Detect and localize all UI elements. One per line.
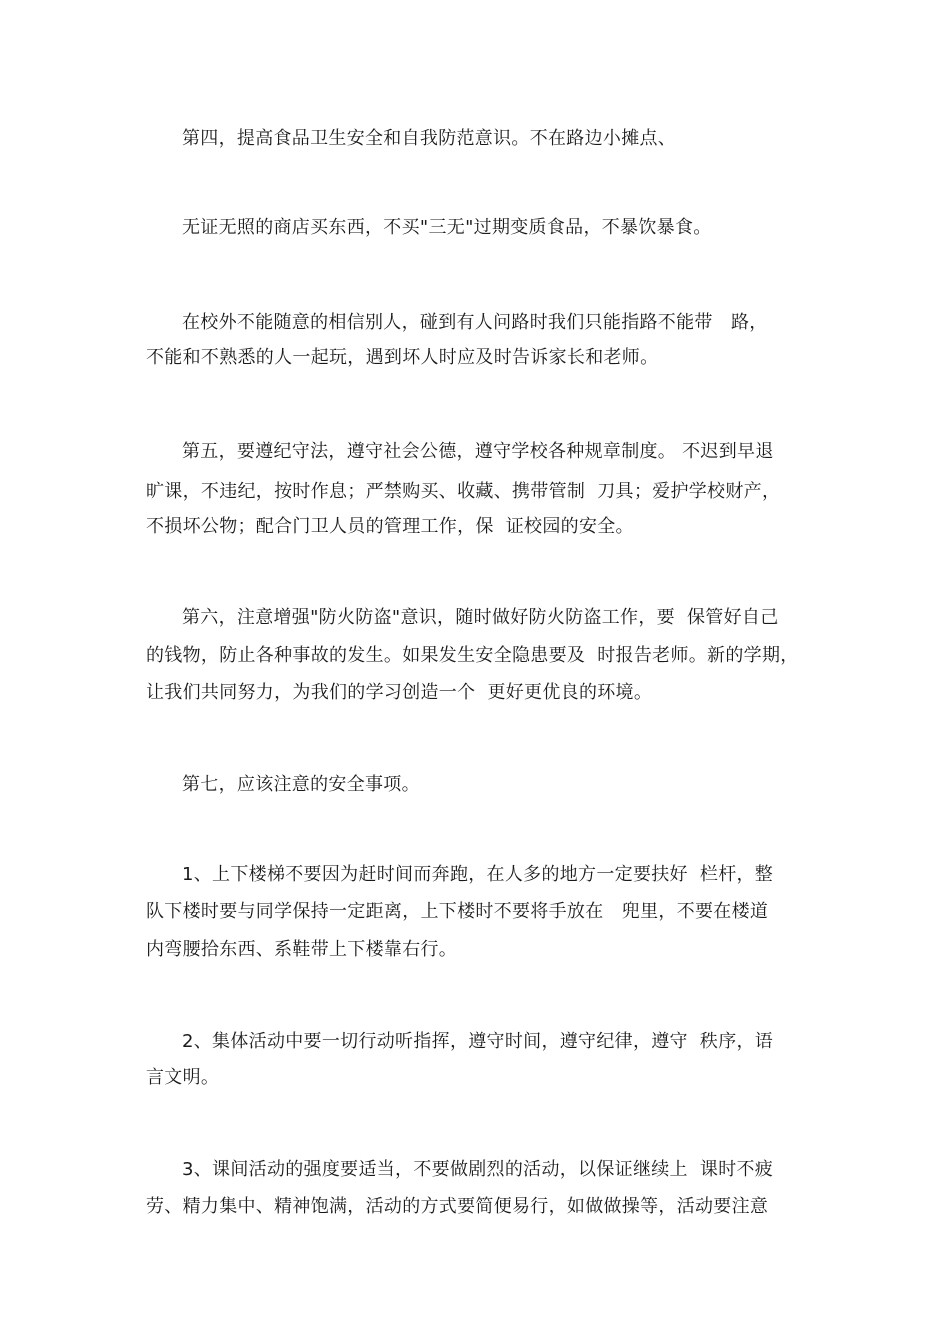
paragraph-stranger-line-2: 不能和不熟悉的人一起玩，遇到坏人时应及时告诉家长和老师。: [146, 347, 659, 368]
item-1-line-2: 队下楼时要与同学保持一定距离，上下楼时不要将手放在 兜里，不要在楼道: [146, 901, 769, 922]
paragraph-5-line-2: 旷课，不违纪，按时作息；严禁购买、收藏、携带管制 刀具；爱护学校财产，: [146, 481, 781, 502]
paragraph-5-line-3: 不损坏公物；配合门卫人员的管理工作，保 证校园的安全。: [146, 516, 634, 537]
paragraph-4-line-1: 第四，提高食品卫生安全和自我防范意识。不在路边小摊点、: [182, 128, 677, 149]
paragraph-6-line-1: 第六，注意增强"防火防盗"意识，随时做好防火防盗工作，要 保管好自己: [182, 607, 779, 628]
paragraph-5-line-1: 第五，要遵纪守法，遵守社会公德，遵守学校各种规章制度。 不迟到早退: [182, 441, 774, 462]
paragraph-6-line-2: 的钱物，防止各种事故的发生。如果发生安全隐患要及 时报告老师。新的学期，: [146, 645, 799, 666]
paragraph-stranger-line-1: 在校外不能随意的相信别人，碰到有人问路时我们只能指路不能带 路，: [182, 312, 768, 333]
item-3-line-1: 3、课间活动的强度要适当，不要做剧烈的活动，以保证继续上 课时不疲: [182, 1159, 774, 1180]
paragraph-7-heading: 第七，应该注意的安全事项。: [182, 774, 420, 795]
item-2-line-2: 言文明。: [146, 1067, 220, 1088]
item-2-line-1: 2、集体活动中要一切行动听指挥，遵守时间，遵守纪律，遵守 秩序，语: [182, 1031, 774, 1052]
paragraph-6-line-3: 让我们共同努力，为我们的学习创造一个 更好更优良的环境。: [146, 682, 653, 703]
item-1-line-3: 内弯腰拾东西、系鞋带上下楼靠右行。: [146, 939, 458, 960]
paragraph-4-line-2: 无证无照的商店买东西，不买"三无"过期变质食品，不暴饮暴食。: [182, 217, 712, 238]
item-3-line-2: 劳、精力集中、精神饱满，活动的方式要简便易行，如做做操等，活动要注意: [146, 1196, 769, 1217]
item-1-line-1: 1、上下楼梯不要因为赶时间而奔跑，在人多的地方一定要扶好 栏杆，整: [182, 864, 774, 885]
